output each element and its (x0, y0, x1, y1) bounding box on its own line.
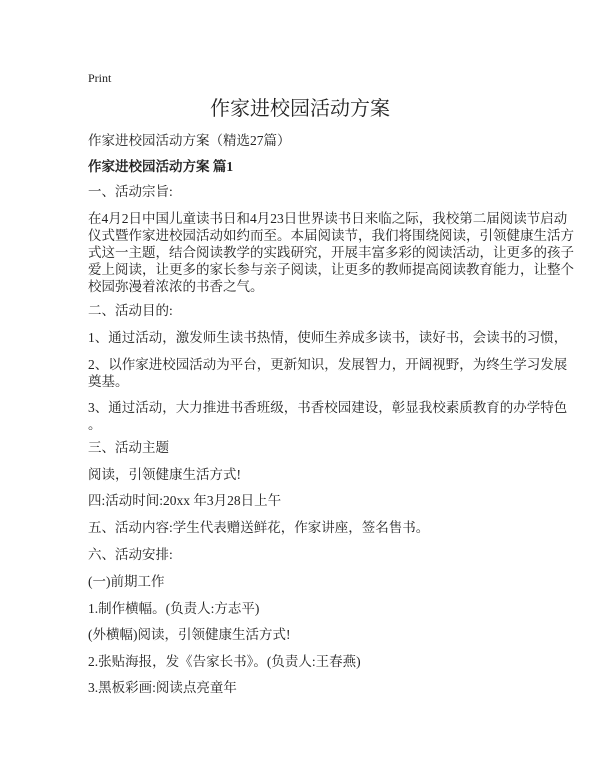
paragraph-line: 二、活动目的: (88, 303, 173, 318)
print-label: Print (88, 71, 112, 85)
paragraph (88, 356, 567, 390)
paragraph-line: 1.制作横幅。(负责人:方志平) (88, 601, 260, 616)
paragraph (88, 439, 169, 456)
document-title: 作家进校园活动方案 (210, 98, 390, 120)
paragraph-line: 三、活动主题 (88, 440, 169, 455)
paragraph (88, 210, 574, 295)
paragraph (88, 600, 259, 617)
paragraph-line: 3、通过活动，大力推进书香班级，书香校园建设，彰显我校素质教育的办学特色 (88, 400, 568, 415)
paragraph (88, 653, 361, 670)
paragraph (88, 626, 291, 643)
paragraph-line: 式这一主题，结合阅读教学的实践研究，开展丰富多彩的阅读活动，让更多的孩子 (88, 245, 574, 260)
paragraph-line: 。 (88, 417, 102, 432)
paragraph-line: 一、活动宗旨: (88, 184, 173, 199)
paragraph-line: 阅读，引领健康生活方式! (88, 467, 241, 482)
paragraph (88, 546, 173, 563)
paragraph-line: 在4月2日中国儿童读书日和4月23日世界读书日来临之际，我校第二届阅读节启动 (88, 211, 568, 226)
paragraph-line: 四:活动时间:20xx 年3月28日上午 (88, 493, 282, 508)
paragraph (88, 302, 173, 319)
paragraph (88, 183, 173, 200)
paragraph (88, 519, 429, 536)
paragraph (88, 679, 237, 696)
paragraph-line: 六、活动安排: (88, 547, 173, 562)
paragraph-line: 3.黑板彩画:阅读点亮童年 (88, 680, 237, 695)
paragraph-line: (一)前期工作 (88, 574, 165, 589)
document-subtitle: 作家进校园活动方案（精选27篇） (88, 133, 291, 148)
paragraph-line: (外横幅)阅读，引领健康生活方式! (88, 627, 291, 642)
paragraph-line: 奠基。 (88, 374, 129, 389)
paragraph (88, 399, 567, 433)
paragraph-line: 2.张贴海报，发《告家长书》。(负责人:王春燕) (88, 654, 361, 669)
paragraph-line: 1、通过活动，激发师生读书热情，使师生养成多读书，读好书，会读书的习惯， (88, 330, 568, 345)
paragraph-line: 2、以作家进校园活动为平台，更新知识，发展智力，开阔视野，为终生学习发展 (88, 357, 568, 372)
paragraph (88, 492, 281, 509)
paragraph (88, 329, 567, 346)
paragraph-line: 校园弥漫着浓浓的书香之气。 (88, 279, 264, 294)
paragraph-line: 爱上阅读，让更多的家长参与亲子阅读，让更多的教师提高阅读教育能力，让整个 (88, 262, 574, 277)
paragraph-line: 仪式暨作家进校园活动如约而至。本届阅读节，我们将围绕阅读，引领健康生活方 (88, 228, 574, 243)
paragraph (88, 573, 165, 590)
section-heading: 作家进校园活动方案 篇1 (88, 159, 234, 174)
paragraph (88, 466, 241, 483)
paragraph-line: 五、活动内容:学生代表赠送鲜花，作家讲座，签名售书。 (88, 520, 430, 535)
